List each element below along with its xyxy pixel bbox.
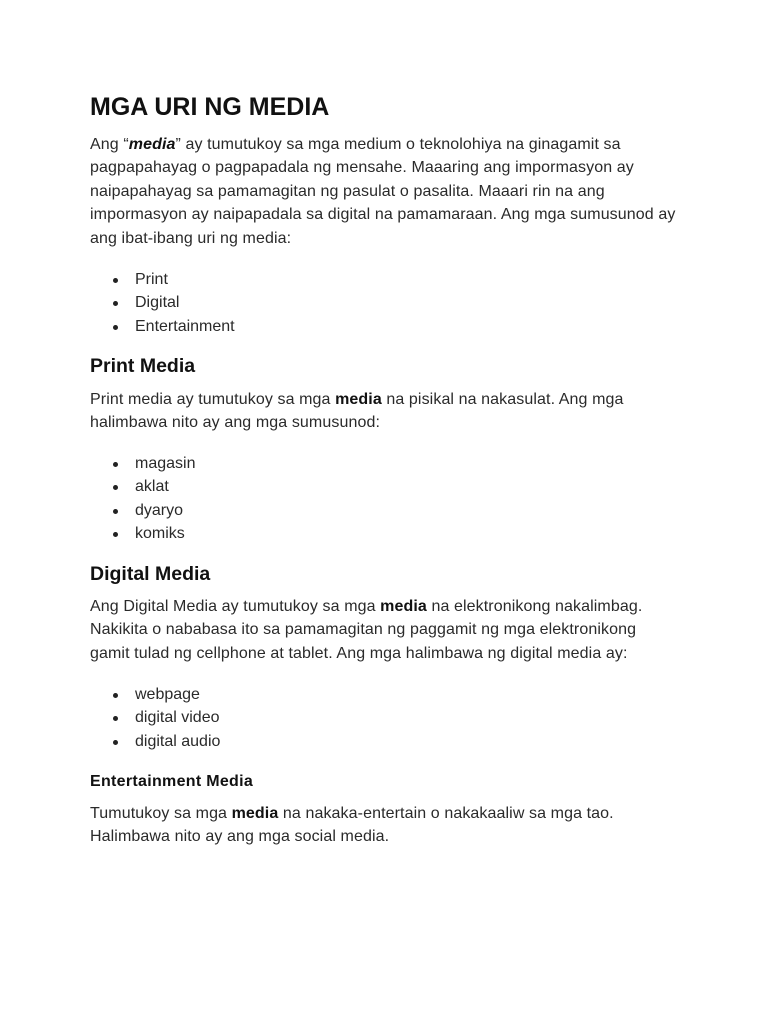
entertainment-bold-media: media	[231, 805, 279, 822]
intro-text-rest: ” ay tumutukoy sa mga medium o teknolohiya na ginagamit sa pagpapahayag o pagpapadala ng mensahe. Maaaring ang impormasyon ay naipapahayag sa pamamagitan ng pasulat o pasalita. Maaari rin na ang impormasyon ay naipapadala sa digital na pamamaraan. Ang mga sumusunod ay ang ibat-ibang uri ng media:	[90, 136, 676, 247]
section-heading-print: Print Media	[90, 355, 196, 377]
print-text-start: Print media ay tumutukoy sa mga	[90, 391, 336, 408]
digital-text-rest: na elektronikong nakalimbag. Nakikita o nababasa ito sa pamamagitan ng paggamit ng mga elektronikong gamit tulad ng cellphone at tablet. Ang mga halimbawa ng digital media ay:	[90, 598, 643, 662]
print-media-paragraph	[90, 388, 670, 435]
list-item: aklat	[90, 475, 690, 498]
digital-media-list	[90, 683, 690, 753]
entertainment-media-paragraph	[90, 802, 670, 849]
list-item: dyaryo	[90, 499, 690, 522]
list-item: komiks	[90, 522, 690, 545]
list-item: Entertainment	[90, 315, 690, 338]
print-text-rest: na pisikal na nakasulat. Ang mga halimbawa nito ay ang mga sumusunod:	[90, 391, 624, 432]
page-title: MGA URI NG MEDIA	[90, 93, 330, 121]
entertainment-text-start: Tumutukoy sa mga	[90, 805, 232, 822]
digital-text-start: Ang Digital Media ay tumutukoy sa mga	[90, 598, 381, 615]
list-item: magasin	[90, 452, 690, 475]
entertainment-text-rest: na nakaka-entertain o nakakaaliw sa mga tao. Halimbawa nito ay ang mga social media.	[90, 805, 614, 846]
digital-media-paragraph	[90, 595, 680, 665]
print-bold-media: media	[335, 391, 382, 408]
list-item: Print	[90, 268, 690, 291]
print-media-list	[90, 452, 690, 546]
list-item: digital audio	[90, 730, 690, 753]
intro-text-start: Ang “	[90, 136, 129, 153]
intro-emphasis: media	[128, 136, 176, 153]
list-item: digital video	[90, 706, 690, 729]
digital-bold-media: media	[380, 598, 427, 615]
list-item: Digital	[90, 291, 690, 314]
section-heading-entertainment: Entertainment Media	[90, 773, 254, 790]
media-types-list	[90, 268, 690, 338]
list-item: webpage	[90, 683, 690, 706]
section-heading-digital: Digital Media	[90, 563, 211, 585]
intro-paragraph	[90, 133, 680, 250]
